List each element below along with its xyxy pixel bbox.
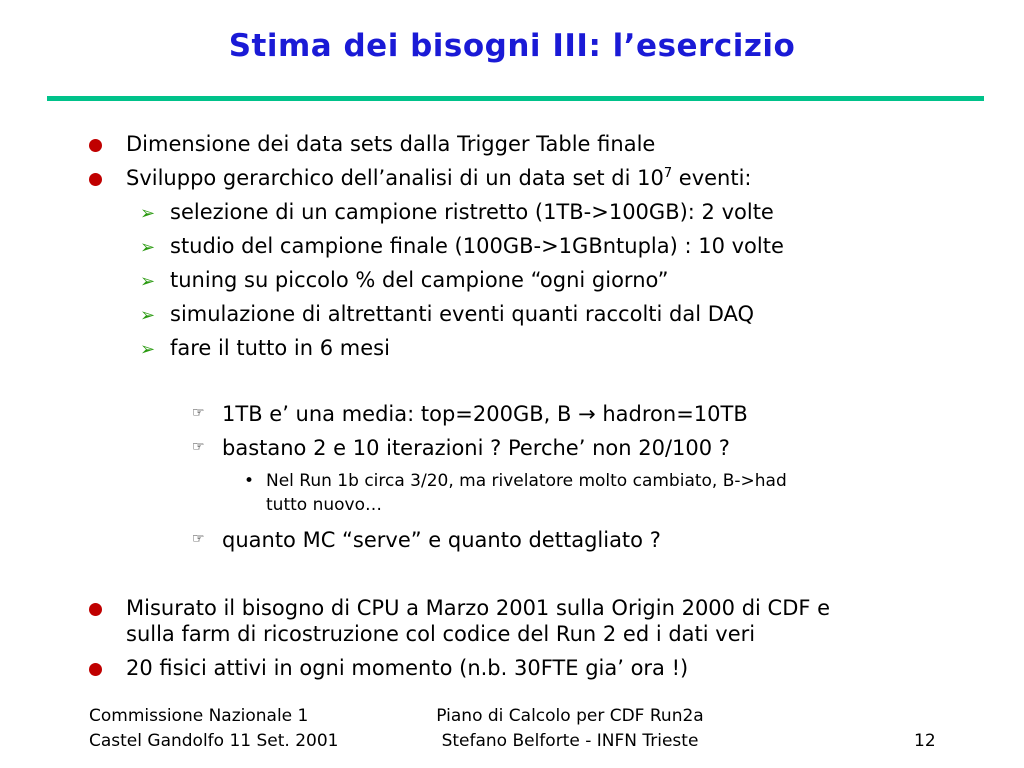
page-number: 12 [914, 731, 936, 751]
pointing-hand-icon: ☞ [192, 531, 205, 547]
right-arrow-icon: → [578, 402, 596, 426]
note-mc: quanto MC “serve” e quanto dettagliato ? [222, 528, 661, 552]
arrow-bullet-icon: ➢ [140, 203, 156, 224]
arrow-bullet-icon: ➢ [140, 339, 156, 360]
note-media [222, 402, 748, 426]
bullet-sviluppo [126, 166, 752, 190]
sub-bullet-selezione: selezione di un campione ristretto (1TB->100GB): 2 volte [170, 200, 774, 224]
sub-bullet-tempo: fare il tutto in 6 mesi [170, 336, 390, 360]
slide-title: Stima dei bisogni III: l’esercizio [228, 28, 796, 64]
bullet-dot-icon [89, 603, 102, 616]
footer-commissione: Commissione Nazionale 1 [89, 706, 309, 726]
title-divider [47, 96, 984, 101]
sub-bullet-tuning: tuning su piccolo % del campione “ogni giorno” [170, 268, 669, 292]
bullet-dot-icon [89, 139, 102, 152]
bullet-dot-icon [89, 173, 102, 186]
bullet-data-sets: Dimensione dei data sets dalla Trigger Table finale [126, 132, 656, 156]
footer-autore: Stefano Belforte - INFN Trieste [441, 731, 699, 751]
arrow-bullet-icon: ➢ [140, 237, 156, 258]
arrow-bullet-icon: ➢ [140, 305, 156, 326]
arrow-bullet-icon: ➢ [140, 271, 156, 292]
pointing-hand-icon: ☞ [192, 439, 205, 455]
exponent: 7 [663, 166, 673, 181]
footer-data-luogo: Castel Gandolfo 11 Set. 2001 [89, 731, 339, 751]
note-media-text: 1TB e’ una media: top=200GB, B [222, 402, 579, 426]
bullet-sviluppo-text: Sviluppo gerarchico dell’analisi di un data set di 10 [126, 166, 664, 190]
bullet-cpu-line1: Misurato il bisogno di CPU a Marzo 2001 sulla Origin 2000 di CDF e [126, 596, 831, 620]
sub-bullet-studio: studio del campione finale (100GB->1GBntupla) : 10 volte [170, 234, 784, 258]
bullet-sviluppo-tail: eventi: [672, 166, 752, 190]
sub-bullet-simulazione: simulazione di altrettanti eventi quanti raccolti dal DAQ [170, 302, 755, 326]
note-run1b-line1: Nel Run 1b circa 3/20, ma rivelatore molto cambiato, B->had [266, 471, 787, 491]
bullet-cpu-line2: sulla farm di ricostruzione col codice del Run 2 ed i dati veri [126, 622, 756, 646]
bullet-fisici: 20 fisici attivi in ogni momento (n.b. 30FTE gia’ ora !) [126, 656, 689, 680]
bullet-dot-icon [89, 663, 102, 676]
note-run1b-line2: tutto nuovo… [266, 495, 382, 515]
note-iterazioni: bastano 2 e 10 iterazioni ? Perche’ non 20/100 ? [222, 436, 730, 460]
footer-titolo: Piano di Calcolo per CDF Run2a [436, 706, 704, 726]
pointing-hand-icon: ☞ [192, 405, 205, 421]
small-dot-icon: • [244, 471, 255, 491]
note-media-tail: hadron=10TB [595, 402, 748, 426]
